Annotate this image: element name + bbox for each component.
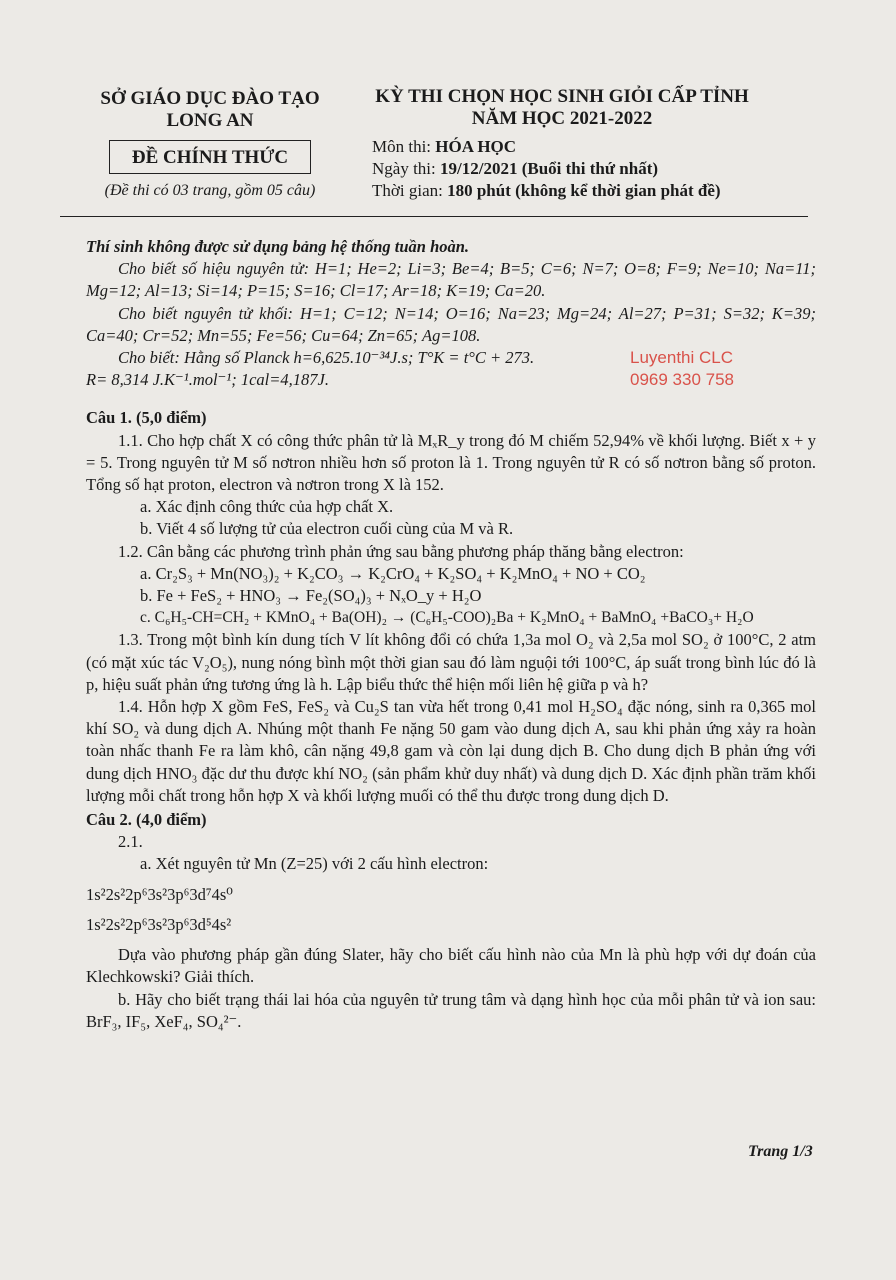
atomic-masses: Cho biết nguyên tử khối: H=1; C=12; N=14; O=16; Na=23; Mg=24; Al=27; P=31; S=32; K=39; Ca=40; Cr=52; Mn=55; Fe=56; Cu=64; Zn=65; Ag=108. <box>86 303 816 345</box>
electron-config-2: 1s²2s²2p⁶3s²3p⁶3d⁵4s² <box>86 914 232 934</box>
department-name: SỞ GIÁO DỤC ĐÀO TẠO <box>100 88 320 109</box>
q1-1b: b. Viết 4 số lượng tử của electron cuối cùng của M và R. <box>140 519 514 539</box>
exam-title: KỲ THI CHỌN HỌC SINH GIỎI CẤP TỈNH <box>375 86 749 107</box>
date-value: 19/12/2021 (Buổi thi thứ nhất) <box>440 159 659 178</box>
watermark-line2: 0969 330 758 <box>630 370 734 389</box>
atomic-numbers: Cho biết số hiệu nguyên tử: H=1; He=2; Li=3; Be=4; B=5; C=6; N=7; O=8; F=9; Ne=10; Na=11; Mg=12; Al=13; Si=14; P=15; S=16; Cl=17; Ar=18; K=19; Ca=20. <box>86 259 816 301</box>
watermark-line1: Luyenthi CLC <box>630 348 734 367</box>
q2-1: 2.1. <box>118 832 143 852</box>
constants: Cho biết: Hằng số Planck h=6,625.10⁻³⁴J.s; T°K = t°C + 273. <box>118 348 535 368</box>
time-row <box>372 180 812 202</box>
date-row <box>372 158 812 180</box>
date-label: Ngày thi: <box>372 159 440 178</box>
question-1-title: Câu 1. (5,0 điểm) <box>86 408 207 428</box>
q1-1: 1.1. Cho hợp chất X có công thức phân tử là MₓR_y trong đó M chiếm 52,94% về khối lượng. Biết x + y = 5. Trong nguyên tử M số nơtron nhiều hơn số proton là 1. Trong nguyên tử R có số nơtron bằng số proton. Tổng số hạt proton, electron và nơtron trong X là 152. <box>86 430 816 495</box>
q1-1a: a. Xác định công thức của hợp chất X. <box>140 497 394 517</box>
header-divider <box>60 216 808 217</box>
no-table-notice: Thí sinh không được sử dụng bảng hệ thống tuần hoàn. <box>86 237 470 256</box>
q1-2b: b. Fe + FeS₂ + HNO₃ → Fe₂(SO₄)₃ + NₓO_y + H₂O <box>140 586 482 606</box>
header-left <box>60 88 360 200</box>
q1-2a: a. Cr₂S₃ + Mn(NO₃)₂ + K₂CO₃ → K₂CrO₄ + K₂SO₄ + K₂MnO₄ + NO + CO₂ <box>140 563 646 583</box>
official-note: (Đề thi có 03 trang, gồm 05 câu) <box>104 182 316 199</box>
province-name: LONG AN <box>166 110 254 131</box>
q1-2c: c. C₆H₅-CH=CH₂ + KMnO₄ + Ba(OH)₂ → (C₆H₅-COO)₂Ba + K₂MnO₄ + BaMnO₄ +BaCO₃+ H₂O <box>140 609 754 627</box>
exam-body <box>86 236 816 1033</box>
q1-4: 1.4. Hỗn hợp X gồm FeS, FeS₂ và Cu₂S tan vừa hết trong 0,41 mol H₂SO₄ đặc nóng, sinh ra 0,365 mol khí SO₂ và dung dịch A. Nhúng một thanh Fe nặng 50 gam vào dung dịch A, sau khi phản ứng xảy ra hoàn toàn nhấc thanh Fe ra làm khô, cân nặng 49,8 gam và còn lại dung dịch B. Cho dung dịch B phản ứng với dung dịch HNO₃ đặc dư thu được khí NO₂ (sản phẩm khử duy nhất) và dung dịch D. Xác định phần trăm khối lượng mỗi chất trong hỗn hợp X và khối lượng muối có thể thu được trong dung dịch D. <box>86 697 816 805</box>
electron-config-1: 1s²2s²2p⁶3s²3p⁶3d⁷4s⁰ <box>86 884 233 904</box>
q2-1a: a. Xét nguyên tử Mn (Z=25) với 2 cấu hình electron: <box>140 854 489 874</box>
school-year: NĂM HỌC 2021-2022 <box>471 108 653 129</box>
q1-2: 1.2. Cân bằng các phương trình phản ứng sau bằng phương pháp thăng bằng electron: <box>118 541 684 561</box>
q2-1b: b. Hãy cho biết trạng thái lai hóa của nguyên tử trung tâm và dạng hình học của mỗi phân tử và ion sau: BrF₃, IF₅, XeF₄, SO₄²⁻. <box>86 989 816 1031</box>
gas-constant: R= 8,314 J.K⁻¹.mol⁻¹; 1cal=4,187J. <box>86 370 329 390</box>
subject-label: Môn thi: <box>372 137 436 156</box>
time-value: 180 phút (không kể thời gian phát đề) <box>447 181 721 200</box>
time-label: Thời gian: <box>372 181 448 200</box>
official-label: ĐỀ CHÍNH THỨC <box>109 140 311 174</box>
slater-question: Dựa vào phương pháp gần đúng Slater, hãy cho biết cấu hình nào của Mn là phù hợp với dự đoán của Klechkowski? Giải thích. <box>86 945 816 987</box>
header-right <box>372 86 812 202</box>
subject-row <box>372 136 812 158</box>
subject-value: HÓA HỌC <box>435 137 517 156</box>
q1-3: 1.3. Trong một bình kín dung tích V lít không đổi có chứa 1,3a mol O₂ và 2,5a mol SO₂ ở 100°C, 2 atm (có mặt xúc tác V₂O₅), nung nóng bình một thời gian sau đó làm nguội tới 100°C, áp suất trong bình lúc đó là p, hiệu suất phản ứng tương ứng là h. Lập biểu thức thể hiện mối liên hệ giữa p và h? <box>86 630 816 694</box>
page-number: Trang 1/3 <box>748 1143 813 1160</box>
question-2-title: Câu 2. (4,0 điểm) <box>86 810 207 830</box>
